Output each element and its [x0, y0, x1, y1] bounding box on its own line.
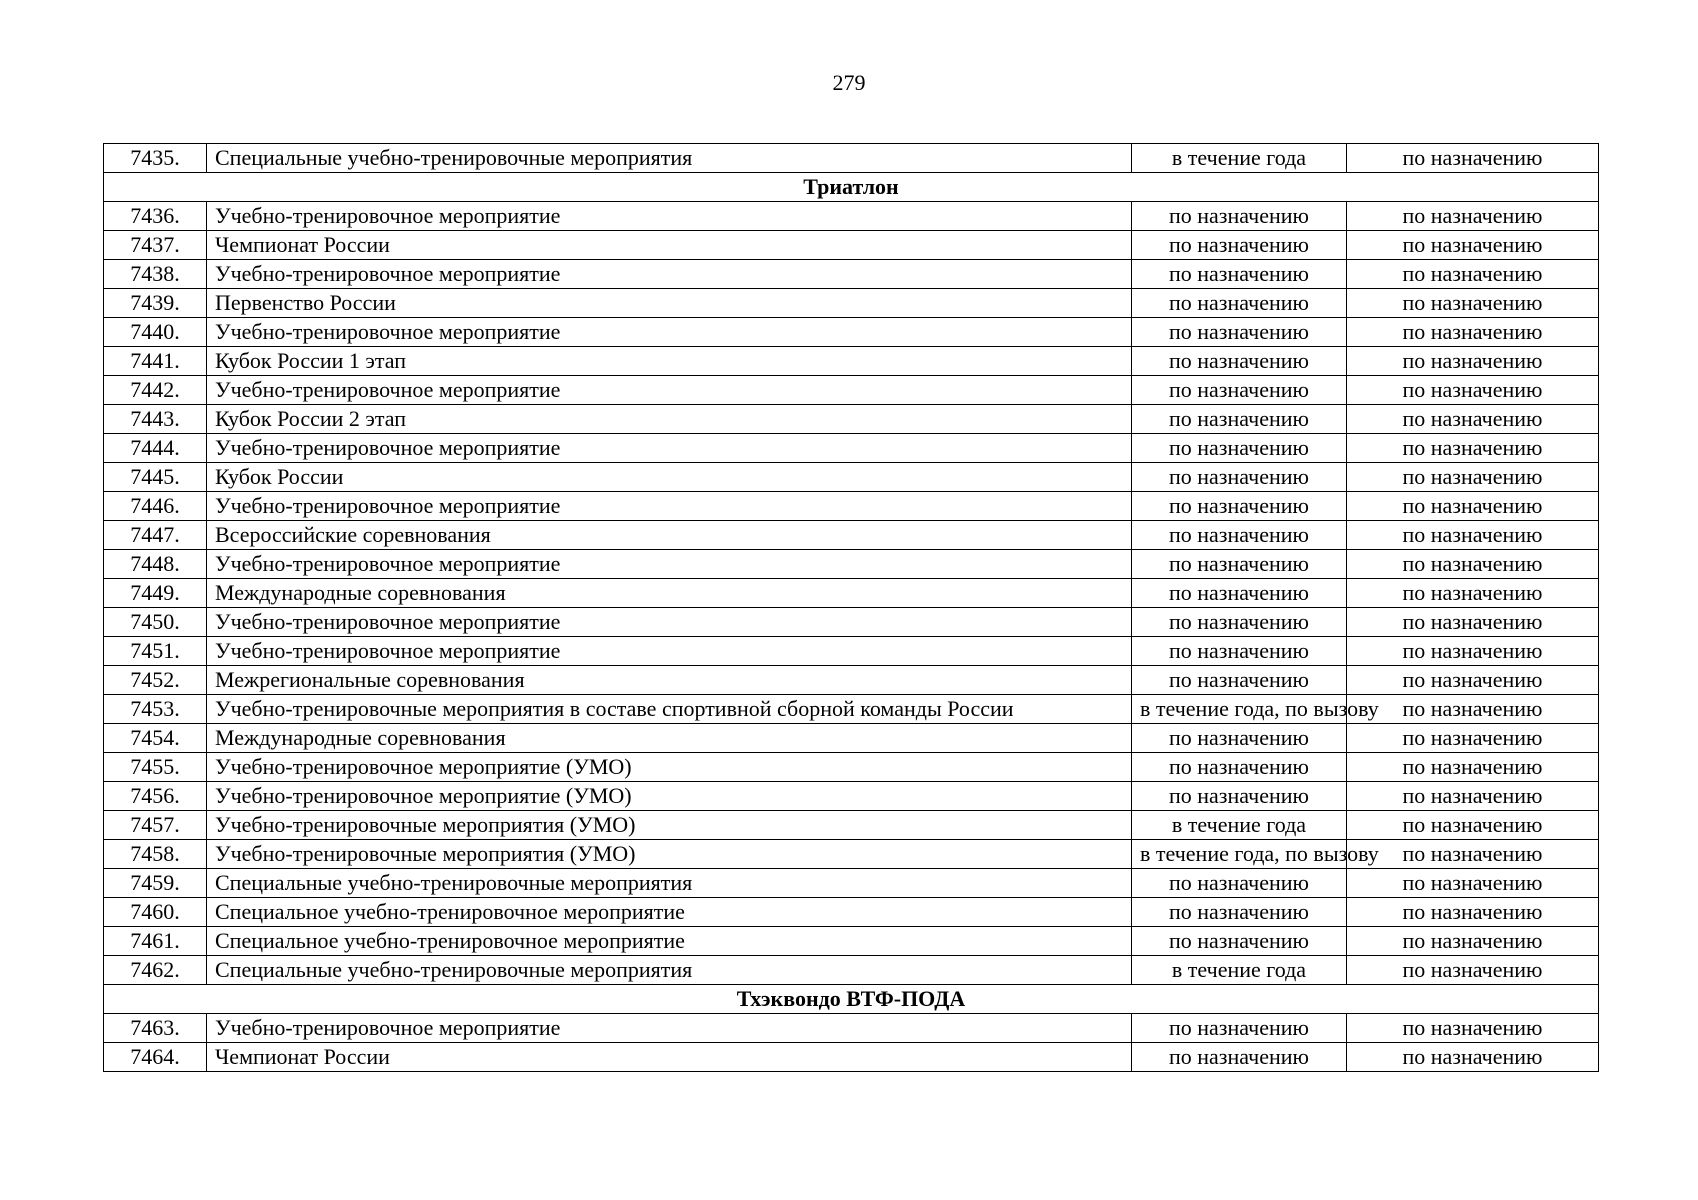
event-name: Первенство России [207, 289, 1132, 318]
table-row [104, 347, 1599, 376]
row-number: 7445. [104, 463, 207, 492]
event-date: по назначению [1132, 1014, 1347, 1043]
table-row [104, 521, 1599, 550]
row-number: 7436. [104, 202, 207, 231]
event-name: Учебно-тренировочные мероприятия в составе спортивной сборной команды России [207, 695, 1132, 724]
table-row [104, 550, 1599, 579]
event-name: Кубок России 1 этап [207, 347, 1132, 376]
event-date: по назначению [1132, 231, 1347, 260]
row-number: 7459. [104, 869, 207, 898]
table-row [104, 463, 1599, 492]
event-name: Учебно-тренировочное мероприятие (УМО) [207, 753, 1132, 782]
event-date: по назначению [1132, 492, 1347, 521]
event-date: в течение года, по вызову [1132, 840, 1347, 869]
table-row [104, 608, 1599, 637]
event-date: по назначению [1132, 463, 1347, 492]
section-header-row [104, 173, 1599, 202]
row-number: 7446. [104, 492, 207, 521]
event-place: по назначению [1347, 608, 1599, 637]
event-name: Учебно-тренировочное мероприятие (УМО) [207, 782, 1132, 811]
event-name: Учебно-тренировочное мероприятие [207, 608, 1132, 637]
event-name: Учебно-тренировочные мероприятия (УМО) [207, 811, 1132, 840]
row-number: 7441. [104, 347, 207, 376]
row-number: 7461. [104, 927, 207, 956]
section-header-row [104, 985, 1599, 1014]
row-number: 7464. [104, 1043, 207, 1072]
event-date: по назначению [1132, 753, 1347, 782]
event-name: Учебно-тренировочные мероприятия (УМО) [207, 840, 1132, 869]
event-date: по назначению [1132, 550, 1347, 579]
event-name: Международные соревнования [207, 579, 1132, 608]
row-number: 7444. [104, 434, 207, 463]
row-number: 7437. [104, 231, 207, 260]
event-place: по назначению [1347, 811, 1599, 840]
event-place: по назначению [1347, 492, 1599, 521]
event-name: Учебно-тренировочное мероприятие [207, 318, 1132, 347]
event-place: по назначению [1347, 463, 1599, 492]
event-place: по назначению [1347, 695, 1599, 724]
event-place: по назначению [1347, 898, 1599, 927]
event-date: по назначению [1132, 434, 1347, 463]
event-date: по назначению [1132, 608, 1347, 637]
event-name: Кубок России 2 этап [207, 405, 1132, 434]
event-name: Кубок России [207, 463, 1132, 492]
event-date: в течение года [1132, 144, 1347, 173]
table-row [104, 898, 1599, 927]
event-place: по назначению [1347, 550, 1599, 579]
table-row [104, 579, 1599, 608]
event-place: по назначению [1347, 666, 1599, 695]
event-place: по назначению [1347, 782, 1599, 811]
table-row [104, 927, 1599, 956]
event-place: по назначению [1347, 637, 1599, 666]
event-name: Учебно-тренировочное мероприятие [207, 492, 1132, 521]
event-date: по назначению [1132, 666, 1347, 695]
event-place: по назначению [1347, 956, 1599, 985]
event-date: по назначению [1132, 579, 1347, 608]
row-number: 7458. [104, 840, 207, 869]
table-row [104, 724, 1599, 753]
table-row [104, 666, 1599, 695]
event-date: по назначению [1132, 405, 1347, 434]
event-date: по назначению [1132, 724, 1347, 753]
row-number: 7443. [104, 405, 207, 434]
table-row [104, 289, 1599, 318]
event-place: по назначению [1347, 144, 1599, 173]
event-date: по назначению [1132, 521, 1347, 550]
table-row [104, 260, 1599, 289]
row-number: 7450. [104, 608, 207, 637]
event-place: по назначению [1347, 202, 1599, 231]
event-date: по назначению [1132, 782, 1347, 811]
event-place: по назначению [1347, 927, 1599, 956]
table-row [104, 1014, 1599, 1043]
event-name: Специальные учебно-тренировочные мероприятия [207, 956, 1132, 985]
table-row [104, 637, 1599, 666]
event-date: по назначению [1132, 927, 1347, 956]
table-row [104, 869, 1599, 898]
event-place: по назначению [1347, 579, 1599, 608]
event-place: по назначению [1347, 347, 1599, 376]
table-row [104, 956, 1599, 985]
event-name: Учебно-тренировочное мероприятие [207, 550, 1132, 579]
event-date: в течение года, по вызову [1132, 695, 1347, 724]
row-number: 7440. [104, 318, 207, 347]
event-name: Учебно-тренировочное мероприятие [207, 1014, 1132, 1043]
table-row [104, 840, 1599, 869]
event-name: Учебно-тренировочное мероприятие [207, 376, 1132, 405]
event-name: Учебно-тренировочное мероприятие [207, 260, 1132, 289]
table-row [104, 231, 1599, 260]
table-row [104, 202, 1599, 231]
section-title: Тхэквондо ВТФ-ПОДА [104, 985, 1599, 1014]
event-date: по назначению [1132, 202, 1347, 231]
event-place: по назначению [1347, 289, 1599, 318]
event-place: по назначению [1347, 1014, 1599, 1043]
event-date: по назначению [1132, 347, 1347, 376]
event-place: по назначению [1347, 521, 1599, 550]
row-number: 7457. [104, 811, 207, 840]
row-number: 7456. [104, 782, 207, 811]
event-name: Специальное учебно-тренировочное мероприятие [207, 898, 1132, 927]
event-date: по назначению [1132, 260, 1347, 289]
event-name: Международные соревнования [207, 724, 1132, 753]
event-place: по назначению [1347, 1043, 1599, 1072]
event-name: Учебно-тренировочное мероприятие [207, 434, 1132, 463]
event-place: по назначению [1347, 376, 1599, 405]
table-row [104, 782, 1599, 811]
table-row [104, 434, 1599, 463]
row-number: 7448. [104, 550, 207, 579]
event-name: Учебно-тренировочное мероприятие [207, 637, 1132, 666]
event-name: Всероссийские соревнования [207, 521, 1132, 550]
event-name: Специальные учебно-тренировочные мероприятия [207, 869, 1132, 898]
row-number: 7439. [104, 289, 207, 318]
page-number: 279 [832, 70, 866, 95]
row-number: 7451. [104, 637, 207, 666]
table-row [104, 405, 1599, 434]
row-number: 7460. [104, 898, 207, 927]
event-place: по назначению [1347, 724, 1599, 753]
row-number: 7442. [104, 376, 207, 405]
event-date: по назначению [1132, 869, 1347, 898]
event-place: по назначению [1347, 434, 1599, 463]
event-place: по назначению [1347, 753, 1599, 782]
table-row [104, 811, 1599, 840]
event-date: по назначению [1132, 898, 1347, 927]
table-row [104, 753, 1599, 782]
event-date: по назначению [1132, 376, 1347, 405]
table-row [104, 1043, 1599, 1072]
row-number: 7454. [104, 724, 207, 753]
table-row [104, 318, 1599, 347]
event-place: по назначению [1347, 869, 1599, 898]
event-place: по назначению [1347, 840, 1599, 869]
event-date: по назначению [1132, 318, 1347, 347]
event-name: Специальное учебно-тренировочное мероприятие [207, 927, 1132, 956]
row-number: 7452. [104, 666, 207, 695]
event-date: по назначению [1132, 1043, 1347, 1072]
event-place: по назначению [1347, 260, 1599, 289]
table-row [104, 144, 1599, 173]
event-place: по назначению [1347, 405, 1599, 434]
event-name: Межрегиональные соревнования [207, 666, 1132, 695]
event-name: Чемпионат России [207, 231, 1132, 260]
event-date: по назначению [1132, 637, 1347, 666]
row-number: 7453. [104, 695, 207, 724]
event-date: в течение года [1132, 811, 1347, 840]
event-name: Чемпионат России [207, 1043, 1132, 1072]
events-table [103, 143, 1599, 1072]
row-number: 7463. [104, 1014, 207, 1043]
table-row [104, 695, 1599, 724]
row-number: 7462. [104, 956, 207, 985]
events-table-body [104, 144, 1599, 1072]
row-number: 7449. [104, 579, 207, 608]
event-date: по назначению [1132, 289, 1347, 318]
event-name: Специальные учебно-тренировочные мероприятия [207, 144, 1132, 173]
row-number: 7438. [104, 260, 207, 289]
row-number: 7435. [104, 144, 207, 173]
table-row [104, 492, 1599, 521]
row-number: 7447. [104, 521, 207, 550]
event-place: по назначению [1347, 231, 1599, 260]
table-row [104, 376, 1599, 405]
event-date: в течение года [1132, 956, 1347, 985]
section-title: Триатлон [104, 173, 1599, 202]
event-name: Учебно-тренировочное мероприятие [207, 202, 1132, 231]
event-place: по назначению [1347, 318, 1599, 347]
row-number: 7455. [104, 753, 207, 782]
